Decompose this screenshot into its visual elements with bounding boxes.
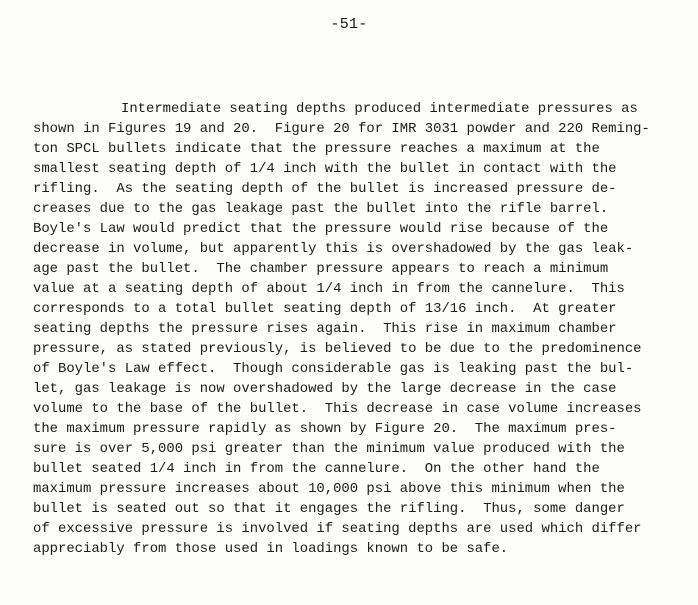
paragraph-line: the maximum pressure rapidly as shown by Figure 20. The maximum pres-: [33, 421, 617, 437]
paragraph-line: corresponds to a total bullet seating depth of 13/16 inch. At greater: [33, 301, 617, 317]
paragraph-line: sure is over 5,000 psi greater than the minimum value produced with the: [33, 441, 625, 457]
paragraph-line: decrease in volume, but apparently this is overshadowed by the gas leak-: [33, 241, 634, 257]
paragraph-line: volume to the base of the bullet. This decrease in case volume increases: [33, 401, 642, 417]
paragraph-line: let, gas leakage is now overshadowed by the large decrease in the case: [33, 381, 617, 397]
paragraph-line: of excessive pressure is involved if seating depths are used which differ: [33, 521, 642, 537]
paragraph-line: pressure, as stated previously, is believed to be due to the predominence: [33, 341, 642, 357]
paragraph-line: value at a seating depth of about 1/4 inch in from the cannelure. This: [33, 281, 625, 297]
paragraph-line: maximum pressure increases about 10,000 psi above this minimum when the: [33, 481, 625, 497]
body-paragraph: [33, 99, 683, 559]
paragraph-line: bullet seated 1/4 inch in from the cannelure. On the other hand the: [33, 461, 600, 477]
page-number: -51-: [330, 16, 368, 33]
paragraph-line: rifling. As the seating depth of the bullet is increased pressure de-: [33, 181, 617, 197]
paragraph-line: ton SPCL bullets indicate that the pressure reaches a maximum at the: [33, 141, 600, 157]
paragraph-line: of Boyle's Law effect. Though considerable gas is leaking past the bul-: [33, 361, 634, 377]
paragraph-line: creases due to the gas leakage past the bullet into the rifle barrel.: [33, 201, 609, 217]
paragraph-line: seating depths the pressure rises again. This rise in maximum chamber: [33, 321, 617, 337]
paragraph-line: shown in Figures 19 and 20. Figure 20 for IMR 3031 powder and 220 Reming-: [33, 121, 650, 137]
paragraph-line: Intermediate seating depths produced intermediate pressures as: [121, 101, 638, 117]
paragraph-line: smallest seating depth of 1/4 inch with the bullet in contact with the: [33, 161, 617, 177]
paragraph-line: bullet is seated out so that it engages the rifling. Thus, some danger: [33, 501, 625, 517]
paragraph-line: age past the bullet. The chamber pressure appears to reach a minimum: [33, 261, 609, 277]
paragraph-line: appreciably from those used in loadings known to be safe.: [33, 541, 509, 557]
paragraph-line: Boyle's Law would predict that the pressure would rise because of the: [33, 221, 609, 237]
